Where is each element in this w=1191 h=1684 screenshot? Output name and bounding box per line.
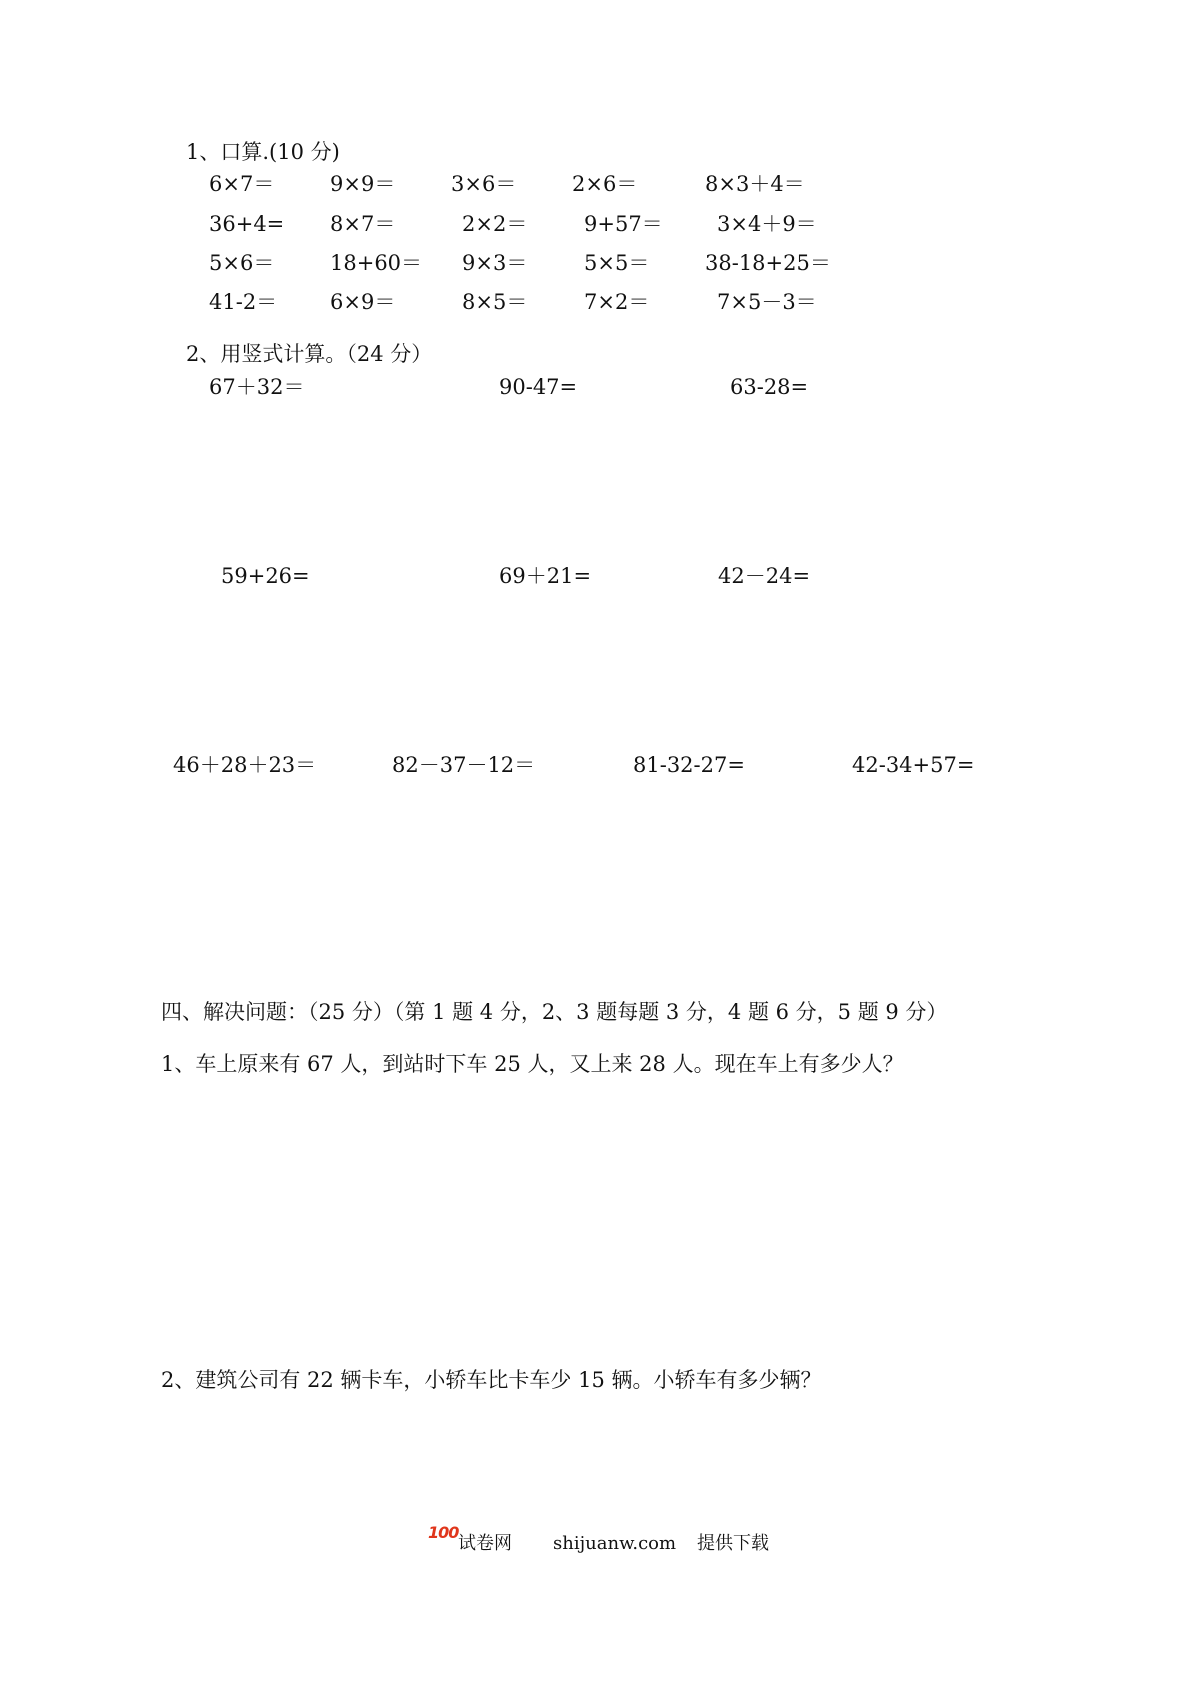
vertical-calc-item: 82－37－12＝ [392, 753, 536, 777]
word-problem-1: 1、车上原来有 67 人，到站时下车 25 人，又上来 28 人。现在车上有多少人？ [161, 1052, 904, 1076]
oral-item: 8×5＝ [462, 290, 528, 314]
word-problem-2: 2、建筑公司有 22 辆卡车，小轿车比卡车少 15 辆。小轿车有多少辆？ [161, 1368, 822, 1392]
oral-item: 9×9＝ [330, 172, 396, 196]
download-note: 提供下载 [697, 1533, 769, 1554]
vertical-calc-item: 46＋28＋23＝ [173, 753, 317, 777]
section4-title: 四、解决问题：（25 分）（第 1 题 4 分，2、3 题每题 3 分，4 题 6 分，5 题 9 分） [161, 1000, 948, 1024]
section1-title: 1、口算.(10 分) [186, 140, 340, 164]
vertical-calc-item: 67＋32＝ [209, 375, 305, 399]
oral-item: 5×6＝ [209, 251, 275, 275]
vertical-calc-item: 42－24= [718, 564, 811, 588]
oral-item: 5×5＝ [584, 251, 650, 275]
vertical-calc-item: 59+26= [221, 564, 310, 588]
oral-item: 3×6＝ [451, 172, 517, 196]
vertical-calc-item: 69＋21= [499, 564, 592, 588]
oral-item: 2×6＝ [572, 172, 638, 196]
vertical-calc-item: 42-34+57= [852, 753, 975, 777]
vertical-calc-item: 90-47= [499, 375, 578, 399]
oral-item: 6×9＝ [330, 290, 396, 314]
oral-item: 7×2＝ [584, 290, 650, 314]
oral-item: 9×3＝ [462, 251, 528, 275]
oral-item: 41-2＝ [209, 290, 278, 314]
oral-item: 3×4＋9＝ [717, 212, 817, 236]
oral-item: 8×3＋4＝ [705, 172, 805, 196]
site-name: 试卷网 [458, 1533, 512, 1554]
vertical-calc-item: 81-32-27= [633, 753, 745, 777]
oral-item: 7×5－3＝ [717, 290, 817, 314]
oral-item: 8×7＝ [330, 212, 396, 236]
site-logo: 100 [428, 1523, 459, 1542]
section2-title: 2、用竖式计算。（24 分） [186, 342, 433, 366]
oral-item: 38-18+25＝ [705, 251, 831, 275]
oral-item: 9+57＝ [584, 212, 663, 236]
oral-item: 18+60＝ [330, 251, 423, 275]
site-url: shijuanw.com [553, 1533, 677, 1554]
vertical-calc-item: 63-28= [730, 375, 809, 399]
oral-item: 2×2＝ [462, 212, 528, 236]
oral-item: 6×7＝ [209, 172, 275, 196]
oral-item: 36+4= [209, 212, 285, 236]
